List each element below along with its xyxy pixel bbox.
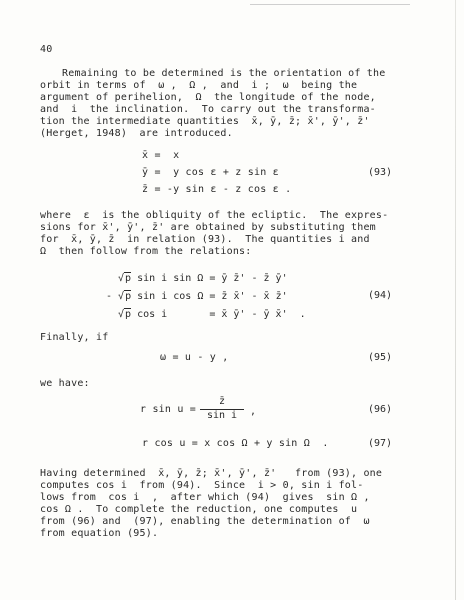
eq94-number: (94) xyxy=(368,290,393,301)
para1-line-5: tion the intermediate quantities x̄, ȳ, z̄; x̄', ȳ', z̄' xyxy=(40,116,370,127)
eq95-text: ω = u - y , xyxy=(160,352,229,363)
eq93-line-2: ȳ = y cos ε + z sin ε xyxy=(142,167,279,178)
page-edge xyxy=(455,0,456,600)
finally-text: Finally, if xyxy=(40,332,109,343)
eq96-tail: , xyxy=(250,406,257,417)
eq94-line-3: √p cos i = x̄ ȳ' - ȳ x̄' . xyxy=(118,309,306,320)
para1-line-6: (Herget, 1948) are introduced. xyxy=(40,128,233,139)
eq96-lhs: r sin u = xyxy=(140,404,196,415)
eq97-number: (97) xyxy=(368,438,393,449)
para3-line-5: from (96) and (97), enabling the determination of ω xyxy=(40,516,370,527)
eq93-line-1: x̄ = x xyxy=(142,150,180,161)
para1-line-4: and i the inclination. To carry out the transforma- xyxy=(40,104,376,115)
para1-line-2: orbit in terms of ω , Ω , and i ; ω being the xyxy=(40,80,358,91)
eq93-number: (93) xyxy=(368,167,393,178)
eq94-line-1: √p sin i sin Ω = ȳ z̄' - z̄ ȳ' xyxy=(118,273,288,284)
scan-mark xyxy=(250,4,410,5)
para3-line-1: Having determined x̄, ȳ, z̄; x̄', ȳ', z̄' from (93), one xyxy=(40,468,383,479)
para3-line-4: cos Ω . To complete the reduction, one computes u xyxy=(40,504,358,515)
para1-line-1: Remaining to be determined is the orientation of the xyxy=(62,68,386,79)
para2-line-1: where ε is the obliquity of the ecliptic. The expres- xyxy=(40,210,389,221)
eq95-number: (95) xyxy=(368,352,393,363)
eq96-number: (96) xyxy=(368,404,393,415)
para3-line-3: lows from cos i , after which (94) gives sin Ω , xyxy=(40,492,370,503)
para2-line-4: Ω then follow from the relations: xyxy=(40,246,252,257)
para2-line-3: for x̄, ȳ, z̄ in relation (93). The quantities i and xyxy=(40,234,370,245)
eq96-numerator: z̄ xyxy=(218,396,226,407)
eq96-denominator: sin i xyxy=(200,409,244,422)
para1-line-3: argument of perihelion, Ω the longitude of the node, xyxy=(40,92,376,103)
eq96-fraction xyxy=(200,396,244,422)
eq94-line-2: - √p sin i cos Ω = z̄ x̄' - x̄ z̄' xyxy=(106,291,288,302)
we-have-text: we have: xyxy=(40,378,90,389)
para3-line-6: from equation (95). xyxy=(40,528,159,539)
page-number: 40 xyxy=(40,44,53,55)
para3-line-2: computes cos i from (94). Since i > 0, sin i fol- xyxy=(40,480,364,491)
eq93-line-3: z̄ = -y sin ε - z cos ε . xyxy=(142,184,292,195)
para2-line-2: sions for x̄', ȳ', z̄' are obtained by substituting them xyxy=(40,222,376,233)
eq97-text: r cos u = x cos Ω + y sin Ω . xyxy=(142,438,329,449)
